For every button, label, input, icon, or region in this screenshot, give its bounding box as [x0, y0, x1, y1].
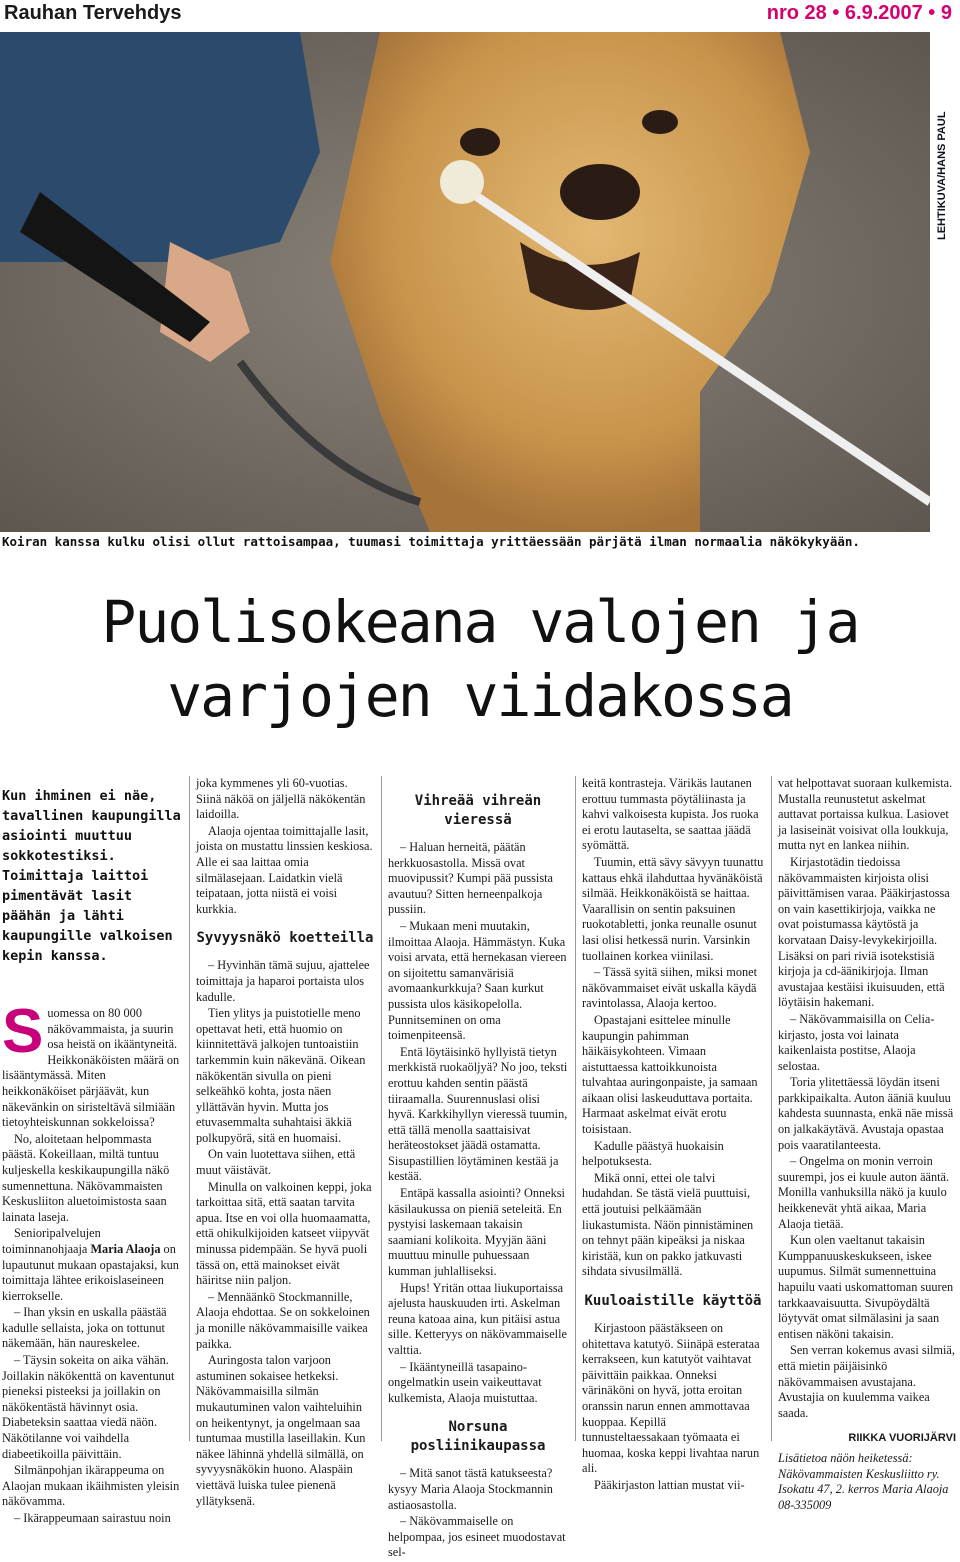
subheading: Kuuloaistille käyttöä [584, 1293, 762, 1309]
subheading: Norsuna posliinikaupassa [410, 1419, 546, 1455]
paragraph: – Ongelma on monin verroin suurempi, jos ei kuule auton ääntä. Monilla vanhuksilla näkö ja kuulo heikkenevät yhtä aikaa, Maria Alaoja tietää. [778, 1154, 950, 1231]
paragraph: – Mennäänkö Stockmannille, Alaoja ehdottaa. Se on sokkeloinen ja monille näkövammaisille vaikea paikka. [196, 1289, 370, 1351]
paragraph: No, aloitetaan helpommasta päästä. Kokeillaan, miltä tuntuu kuljeskella keskikaupungilla näkö sumennettuna. Näkövammaisten Keskusliiton aluetoimistosta saan lainata laseja. [2, 1131, 170, 1224]
paragraph: – Tässä syitä siihen, miksi monet näkövammaiset eivät uskalla käydä ravintolassa, Alaoja kertoo. [582, 965, 758, 1011]
paragraph: Silmänpohjan ikärappeuma on Alaojan mukaan ikäihmisten yleisin näkövamma. [2, 1463, 180, 1509]
column-1 [2, 776, 182, 1528]
drop-cap: S [2, 997, 44, 1066]
column-3 [388, 776, 568, 1562]
paragraph-text: on lupautunut mukaan opastajaksi, kun toimittaja lähtee erikoislaseineen kierrokselle. [2, 1241, 179, 1303]
paragraph: – Ihan yksin en uskalla päästää kadulle sellaista, joka on tottunut näkemään, hän naureskelee. [2, 1305, 167, 1351]
paragraph: Tuumin, että sävy sävyyn tuunattu kattaus ehkä ilahduttaa hyvänäköistä silmää. Heikkonäköistä se haittaa. Vaarallisin on sentin paksuinen ruokotabletti, jonka reunalle osunut lasi olisi hetkessä nurin. Varsinkin tuollainen korkea viinilasi. [582, 854, 764, 963]
column-divider [189, 776, 190, 1441]
paragraph: Kirjastoon päästäkseen on ohitettava katutyö. Siinäpä esterataa kerrakseen, kun katutyöt vaihtavat päivittäin paikkaa. Onneksi värinäköni on hyvä, jotta eroitan oranssin narun ennen ammottavaa kuoppaa. Kepillä tunnusteltaessakaan työmaata ei huomaa, koska keppi livahtaa narun ali. [582, 1321, 760, 1476]
paragraph: joka kymmenes yli 60-vuotias. Siinä näköä on jäljellä näkökentän laidoilla. [196, 776, 366, 822]
page-header [0, 0, 960, 28]
paragraph-text: uomessa on 80 000 näkövammaista, ja suurin osa heistä on ikääntyneitä. Heikkonäköisten määrä on lisääntymässä. Miten heikkonäköiset pärjäävät, kun näkevänkin on siristeltävä silmiään tietoyhteiskunnan sokkeloissa? [2, 1006, 180, 1130]
paragraph: – Näkövammaisilla on Celia-kirjasto, josta voi lainata kaikenlaista postitse, Alaoja selostaa. [778, 1011, 935, 1073]
column-4 [582, 776, 764, 1495]
paragraph: Opastajani esittelee minulle kaupungin pahimman häikäisykohteen. Vimaan aistuttaessa kattoikkunoista tulvahtaa auringonpaiste, ja samaan aikaan olisi laskeuduttava portaita. Harmaat askelmat eivät erotu toisistaan. [582, 1012, 758, 1137]
paragraph: Auringosta talon varjoon astuminen sokaisee hetkeksi. Näkövammaisilla silmän mukautuminen valon vaihteluihin on heikentynyt, ja ongelmaan saa tuntumaa mustilla laseillakin. Kun näkee lähinnä yhdellä silmällä, on syvyysnäkökin huono. Alaspäin viettävä luiska tulee pienenä yllätyksenä. [196, 1353, 366, 1508]
column-1-body [2, 997, 182, 1527]
subheading: Vihreää vihreän vieressä [414, 793, 542, 828]
paragraph: – Haluan herneitä, päätän herkkuosastolla. Missä ovat muovipussit? Kumpi pää pussista avautuu? Sitten herneenpalkoja pussiin. [388, 840, 553, 917]
paragraph: Pääkirjaston lattian mustat vii- [594, 1477, 745, 1492]
paragraph: Mikä onni, ettei ole talvi hudahdan. Se tästä vielä puuttuisi, että joutuisi pelkäämään liukastumista. Näön pinnistäminen on tehnyt pään kipeäksi ja niskaa kiristää, kun on pakko jatkuvasti sihdata sivusilmällä. [582, 1170, 754, 1279]
paragraph: Entä löytäisinkö hyllyistä tietyn merkkistä ruokaöljyä? No joo, teksti erottuu kahden sentin päästä tiiraamalla. Suurennuslasi olisi hyvä. Karkkihyllyn vieressä tuumin, että tällä menolla saattaisivat heräteostokset jäädä ostamatta. Sisupastillien löytäminen kestää ja kestää. [388, 1044, 568, 1184]
headline-line-1: Puolisokeana valojen ja [101, 588, 859, 656]
paragraph: Toria ylitettäessä löydän itseni parkkipaikalta. Auton ääniä kuuluu kahdesta suunnasta, enkä näe missä on jalkakäytävä. Avustaja opastaa pois vaaratilanteesta. [778, 1075, 954, 1152]
paragraph: – Näkövammaiselle on helpompaa, jos esineet muodostavat sel- [388, 1514, 566, 1560]
paragraph: keitä kontrasteja. Värikäs lautanen erottuu tummasta pöytäliinasta ja kahvi valkoisesta kupista. Jos ruoka ei erotu lautaselta, se saattaa jäädä syömättä. [582, 776, 759, 853]
paragraph: – Täysin sokeita on aika vähän. Joillakin näkökenttä on kaventunut pieneksi pisteeksi ja joillakin on näkökentästä hävinnyt osia. Diabeteksin saattaa viedä näön. Näkötilanne voi vaihdella diabeetikoilla päivittäin. [2, 1353, 175, 1461]
paragraph: Hups! Yritän ottaa liukuportaissa ajelusta hauskuuden irti. Askelman reuna katoaa aina, kun pitäisi astua sille. Ketteryys on näkövammaiselle valttia. [388, 1280, 567, 1357]
paragraph: – Hyvinhän tämä sujuu, ajattelee toimittaja ja haparoi portaista ulos kadulle. [196, 958, 370, 1004]
photo-caption: Koiran kanssa kulku olisi ollut rattoisampaa, tuumasi toimittaja yrittäessään pärjätä ilman normaalia näkökykyään. [2, 534, 860, 549]
person-name: Maria Alaoja [90, 1241, 161, 1256]
column-5 [778, 776, 956, 1514]
paragraph: – Ikääntyneillä tasapaino-ongelmatkin usein vaikeuttavat kulkemista, Alaoja muistuttaa. [388, 1359, 542, 1405]
paragraph: – Mukaan meni muutakin, ilmoittaa Alaoja. Hämmästyn. Kuka voisi arvata, että hernekasan viereen on sijoitettu samanvärisiä avomaankurkkuja? Saan kurkut pussista ulos käsikopelolla. Punnitseminen on oma toimenpiteensä. [388, 918, 567, 1043]
column-2 [196, 776, 374, 1510]
article-headline [0, 585, 960, 733]
paragraph: Alaoja ojentaa toimittajalle lasit, joista on mustattu linssien keskiosa. Alle ei saa laittaa omia silmälasejaan. Laidatkin vielä teipataan, jotta niistä ei voisi kurkkia. [196, 823, 373, 916]
paragraph: Sen verran kokemus avasi silmiä, että mietin päijäisinkö näkövammaisen avustajana. Avustajia on kuulemma vaikea saada. [778, 1343, 955, 1420]
article-lead: Kun ihminen ei näe, tavallinen kaupungilla asiointi muuttuu sokkotestiksi. Toimittaja laittoi pimentävät lasit päähän ja lähti kaupungille valkoisen kepin kanssa. [2, 788, 181, 964]
paragraph: – Mitä sanot tästä katukseesta? kysyy Maria Alaoja Stockmannin astiaosastolla. [388, 1466, 553, 1512]
paragraph: Kun olen vaeltanut takaisin Kumppanuuskeskukseen, iskee uupumus. Silmät sumennettuina hapuilu vaati uskomattoman suuren tarkkaavaisuutta. Sivupöydältä löytyvät omat silmälasini ja saan entisen näköni takaisin. [778, 1233, 954, 1341]
subheading: Syvyysnäkö koetteilla [196, 930, 374, 947]
paragraph: Entäpä kassalla asiointi? Onneksi käsilaukussa on pieniä seteleitä. En pystyisi laskemaan takaisin saamiani kolikoita. Myyjän ääni muuttuu minulle puhuessaan kumman juhlalliseksi. [388, 1186, 565, 1279]
paragraph-text: Senioripalvelujen toiminnanohjaaja [2, 1226, 101, 1256]
publication-name: Rauhan Tervehdys [4, 2, 182, 24]
paragraph: Kadulle päästyä huokaisin helpotuksesta. [582, 1138, 724, 1169]
author-byline: RIIKKA VUORIJÄRVI [848, 1432, 956, 1445]
column-divider [575, 776, 576, 1441]
headline-line-2: varjojen viidakossa [167, 662, 793, 730]
paragraph: Kirjastotädin tiedoissa näkövammaisten kirjoista olisi päivittämisen varaa. Pääkirjastossa on vain kasettikirjoja, vaikka ne ovat poistumassa käytöstä ja korvataan Daisy-levykekirjoilla. Lisäksi on pari riviä isotekstisiä kirjoja ja cd-äänikirjoja. Ilman avustajaa kestäisi ikuisuuden, että löytäisin hakemani. [778, 854, 950, 1010]
info-box: Lisätietoa näön heiketessä: Näkövammaisten Keskusliitto ry. Isokatu 47, 2. kerros Maria Alaoja 08-335009 [778, 1450, 949, 1512]
paragraph [2, 1226, 182, 1304]
paragraph: vat helpottavat suoraan kulkemista. Mustalla reunustetut askelmat auttavat portaissa kulkua. Lasiovet ja lasiseinät voisivat olla loukkuja, mutta nyt en lankea niihin. [778, 776, 953, 853]
opening-paragraph [2, 997, 182, 1131]
dog-photo-illustration [0, 32, 930, 532]
article-photo [0, 32, 930, 532]
paragraph: Minulla on valkoinen keppi, joka tarkoittaa sitä, että saatan tarvita apua. Itse en voi olla huomaamatta, että ohikulkijoiden katseet viipyvät minussa pidempään. Se hyvä puoli tässä on, että mainokset eivät häiritse niin paljon. [196, 1179, 372, 1288]
column-divider [381, 776, 382, 1441]
paragraph: On vain luotettava siihen, että muut väistävät. [196, 1147, 356, 1178]
issue-info: nro 28 • 6.9.2007 • 9 [766, 2, 952, 24]
photo-credit: LEHTIKUVA/HANS PAUL [936, 111, 948, 240]
column-divider [771, 776, 772, 1441]
paragraph: Tien ylitys ja puistotielle meno opettavat heti, että huomio on kiinnitettävä jalkojen tuntoaistiin tarkemmin kuin näkevänä. Oikean näkökentän sivulla on pieni selkeähkö kohta, josta näen yllättävän hyvin. Mutta jos etuvasemmalta suhahtaisi äkkiä polkupyörä, sitä en huomaisi. [196, 1006, 366, 1145]
paragraph: – Ikärappeumaan sairastuu noin [14, 1511, 171, 1525]
